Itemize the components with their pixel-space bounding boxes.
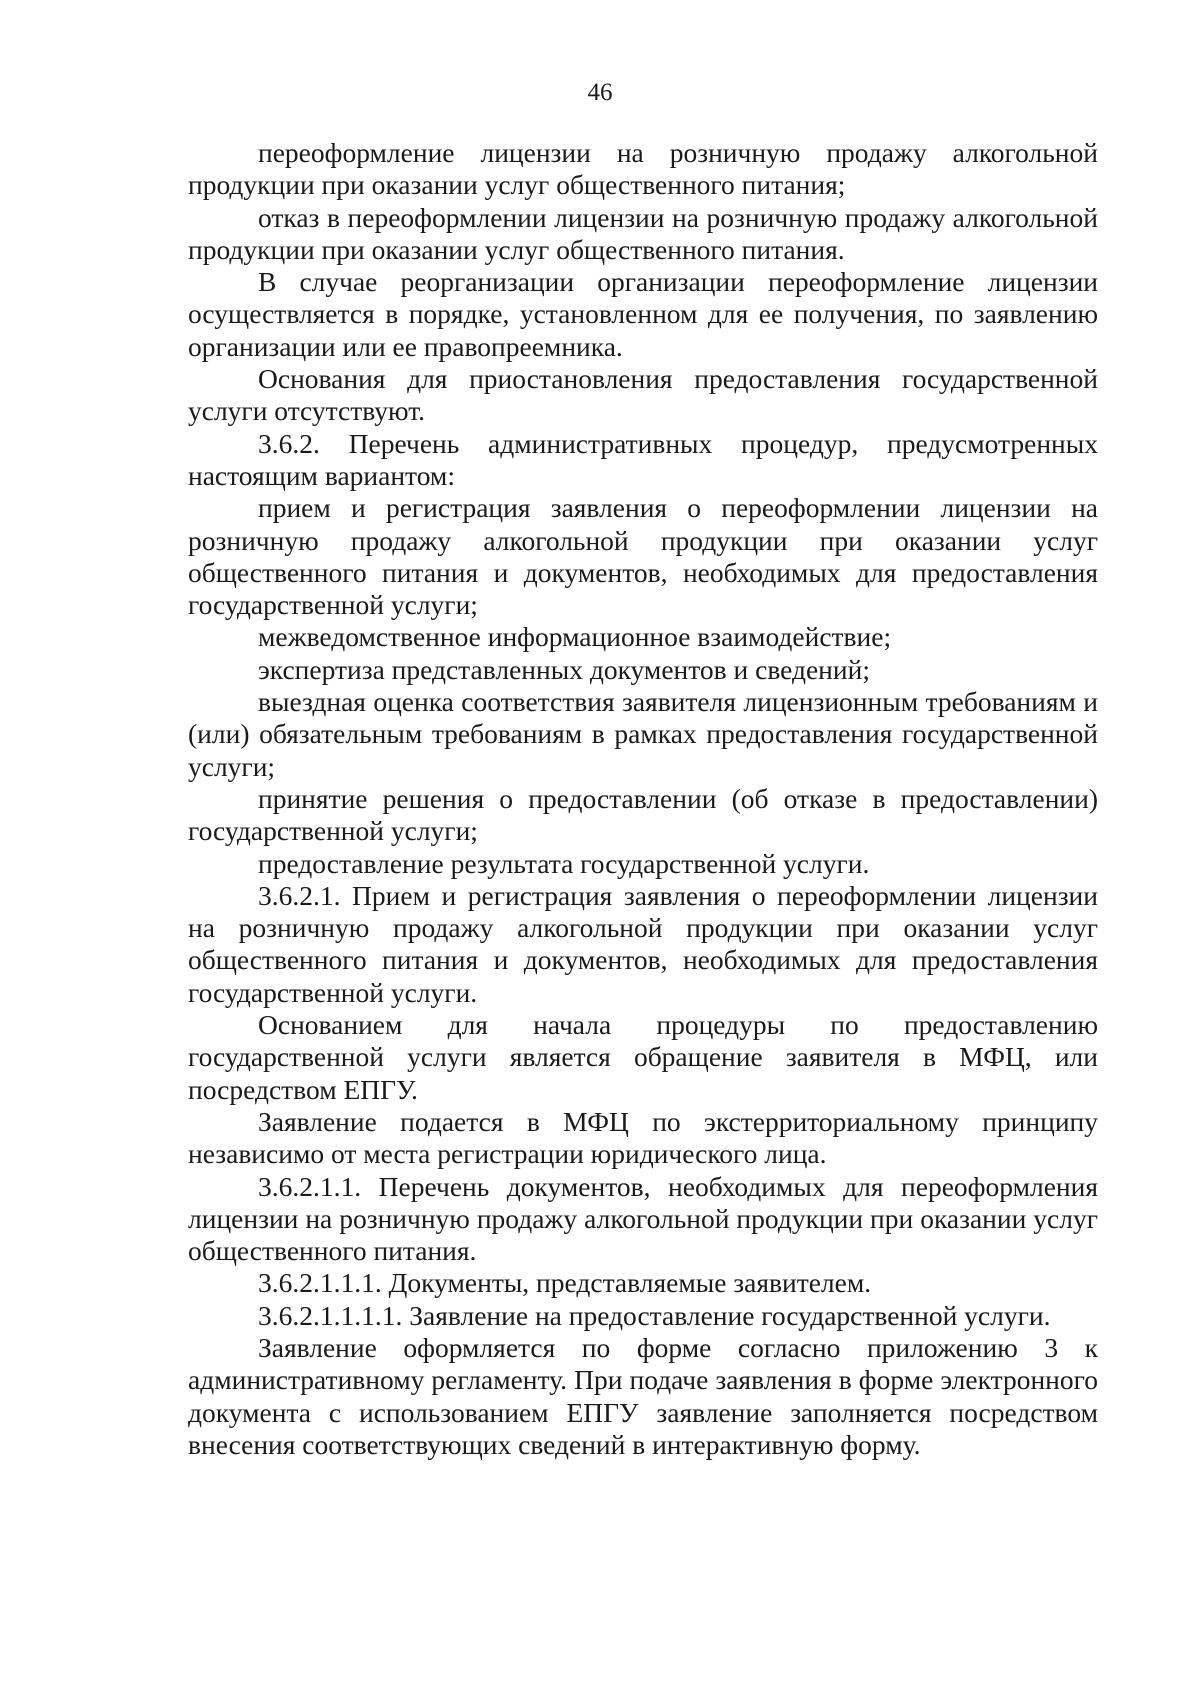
paragraph-section-3-6-2: 3.6.2. Перечень административных процедур, предусмотренных настоящим вариантом: (188, 427, 1098, 491)
paragraph-refusal-reissue: отказ в переоформлении лицензии на розничную продажу алкогольной продукции при оказании услуг общественного питания. (188, 201, 1098, 265)
list-item-result-delivery: предоставление результата государственной услуги. (258, 847, 870, 879)
paragraph-suspension-grounds: Основания для приостановления предоставления государственной услуги отсутствуют. (188, 363, 1098, 427)
document-body (188, 137, 1098, 1461)
paragraph-application-form: Заявление оформляется по форме согласно приложению 3 к административному регламенту. При подаче заявления в форме электронного документа с использованием ЕПГУ заявление заполняется посредством внесения соответствующих сведений в интерактивную форму. (188, 1331, 1098, 1460)
list-item-reception-registration: прием и регистрация заявления о переоформлении лицензии на розничную продажу алкогольной продукции при оказании услуг общественного питания и документов, необходимых для предоставления государственной услуги; (188, 492, 1098, 621)
list-item-onsite-assessment: выездная оценка соответствия заявителя лицензионным требованиям и (или) обязательным требованиям в рамках предоставления государственной услуги; (188, 686, 1098, 782)
paragraph-reissue-license: переоформление лицензии на розничную продажу алкогольной продукции при оказании услуг общественного питания; (188, 137, 1098, 201)
list-item-document-examination: экспертиза представленных документов и сведений; (258, 653, 870, 685)
list-item-interagency-interaction: межведомственное информационное взаимодействие; (258, 621, 892, 653)
paragraph-procedure-basis: Основанием для начала процедуры по предоставлению государственной услуги является обращение заявителя в МФЦ, или посредством ЕПГУ. (188, 1009, 1098, 1105)
paragraph-section-3-6-2-1: 3.6.2.1. Прием и регистрация заявления о переоформлении лицензии на розничную продажу алкогольной продукции при оказании услуг общественного питания и документов, необходимых для предоставления государственной услуги. (188, 879, 1098, 1008)
paragraph-reorganization: В случае реорганизации организации переоформление лицензии осуществляется в порядке, установленном для ее получения, по заявлению организации или ее правопреемника. (188, 266, 1098, 362)
list-item-decision: принятие решения о предоставлении (об отказе в предоставлении) государственной услуги; (188, 782, 1098, 847)
paragraph-extraterritorial: Заявление подается в МФЦ по экстерриториальному принципу независимо от места регистрации юридического лица. (188, 1105, 1098, 1170)
page-number: 46 (587, 79, 613, 106)
paragraph-section-3-6-2-1-1-1-1: 3.6.2.1.1.1.1. Заявление на предоставление государственной услуги. (258, 1299, 1051, 1331)
paragraph-section-3-6-2-1-1-1: 3.6.2.1.1.1. Документы, представляемые заявителем. (258, 1267, 872, 1299)
paragraph-section-3-6-2-1-1: 3.6.2.1.1. Перечень документов, необходимых для переоформления лицензии на розничную продажу алкогольной продукции при оказании услуг общественного питания. (188, 1170, 1098, 1267)
